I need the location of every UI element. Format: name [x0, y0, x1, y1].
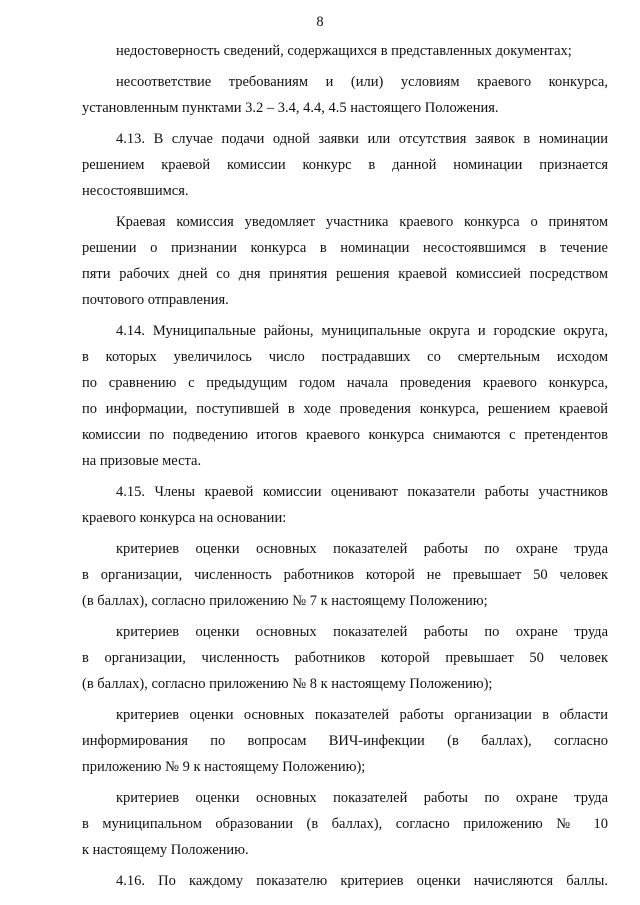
text-line: установленным пунктами 3.2 – 3.4, 4.4, 4.5 настоящего Положения. — [82, 100, 499, 116]
paragraph — [82, 38, 608, 64]
paragraph — [82, 318, 608, 474]
text-line: краевого конкурса на основании: — [82, 510, 287, 526]
paragraph — [82, 536, 608, 614]
text-line: несостоявшимся. — [82, 183, 189, 199]
text-line: несоответствие требованиям и (или) условиям краевого конкурса, — [116, 74, 608, 90]
text-line: по информации, поступившей в ходе проведения конкурса, решением краевой — [82, 401, 608, 417]
paragraph — [82, 209, 608, 313]
text-line: к настоящему Положению. — [82, 842, 249, 858]
text-line: в которых увеличилось число пострадавших со смертельным исходом — [82, 349, 608, 365]
text-line: (в баллах), согласно приложению № 8 к настоящему Положению); — [82, 676, 493, 692]
text-line: информирования по вопросам ВИЧ-инфекции (в баллах), согласно — [82, 733, 608, 749]
paragraph — [82, 479, 608, 531]
page-number: 8 — [316, 14, 324, 30]
text-line: критериев оценки основных показателей работы организации в области — [116, 707, 608, 723]
text-line: пяти рабочих дней со дня принятия решения краевой комиссией посредством — [82, 266, 608, 282]
text-line: недостоверность сведений, содержащихся в представленных документах; — [116, 43, 572, 59]
text-line: 4.14. Муниципальные районы, муниципальные округа и городские округа, — [116, 323, 608, 339]
text-line: Краевая комиссия уведомляет участника краевого конкурса о принятом — [116, 214, 608, 230]
paragraph — [82, 702, 608, 780]
text-line: критериев оценки основных показателей работы по охране труда — [116, 541, 608, 557]
text-line: 4.16. По каждому показателю критериев оценки начисляются баллы. — [116, 873, 608, 889]
text-line: решении о признании конкурса в номинации несостоявшимся в течение — [82, 240, 608, 256]
text-line: в муниципальном образовании (в баллах), согласно приложению № 10 — [82, 816, 608, 832]
text-line: критериев оценки основных показателей работы по охране труда — [116, 624, 608, 640]
text-line: комиссии по подведению итогов краевого конкурса снимаются с претендентов — [82, 427, 608, 443]
text-line: 4.15. Члены краевой комиссии оценивают показатели работы участников — [116, 484, 608, 500]
text-line: (в баллах), согласно приложению № 7 к настоящему Положению; — [82, 593, 488, 609]
text-line: на призовые места. — [82, 453, 202, 469]
paragraph — [82, 785, 608, 863]
text-line: в организации, численность работников которой не превышает 50 человек — [82, 567, 608, 583]
text-line: приложению № 9 к настоящему Положению); — [82, 759, 366, 775]
text-line: решением краевой комиссии конкурс в данной номинации признается — [82, 157, 608, 173]
document-body — [82, 38, 608, 894]
text-line: 4.13. В случае подачи одной заявки или отсутствия заявок в номинации — [116, 131, 608, 147]
paragraph — [82, 868, 608, 894]
text-line: почтового отправления. — [82, 292, 229, 308]
text-line: критериев оценки основных показателей работы по охране труда — [116, 790, 608, 806]
text-line: по сравнению с предыдущим годом начала проведения краевого конкурса, — [82, 375, 608, 391]
text-line: в организации, численность работников которой превышает 50 человек — [82, 650, 608, 666]
paragraph — [82, 69, 608, 121]
paragraph — [82, 619, 608, 697]
paragraph — [82, 126, 608, 204]
